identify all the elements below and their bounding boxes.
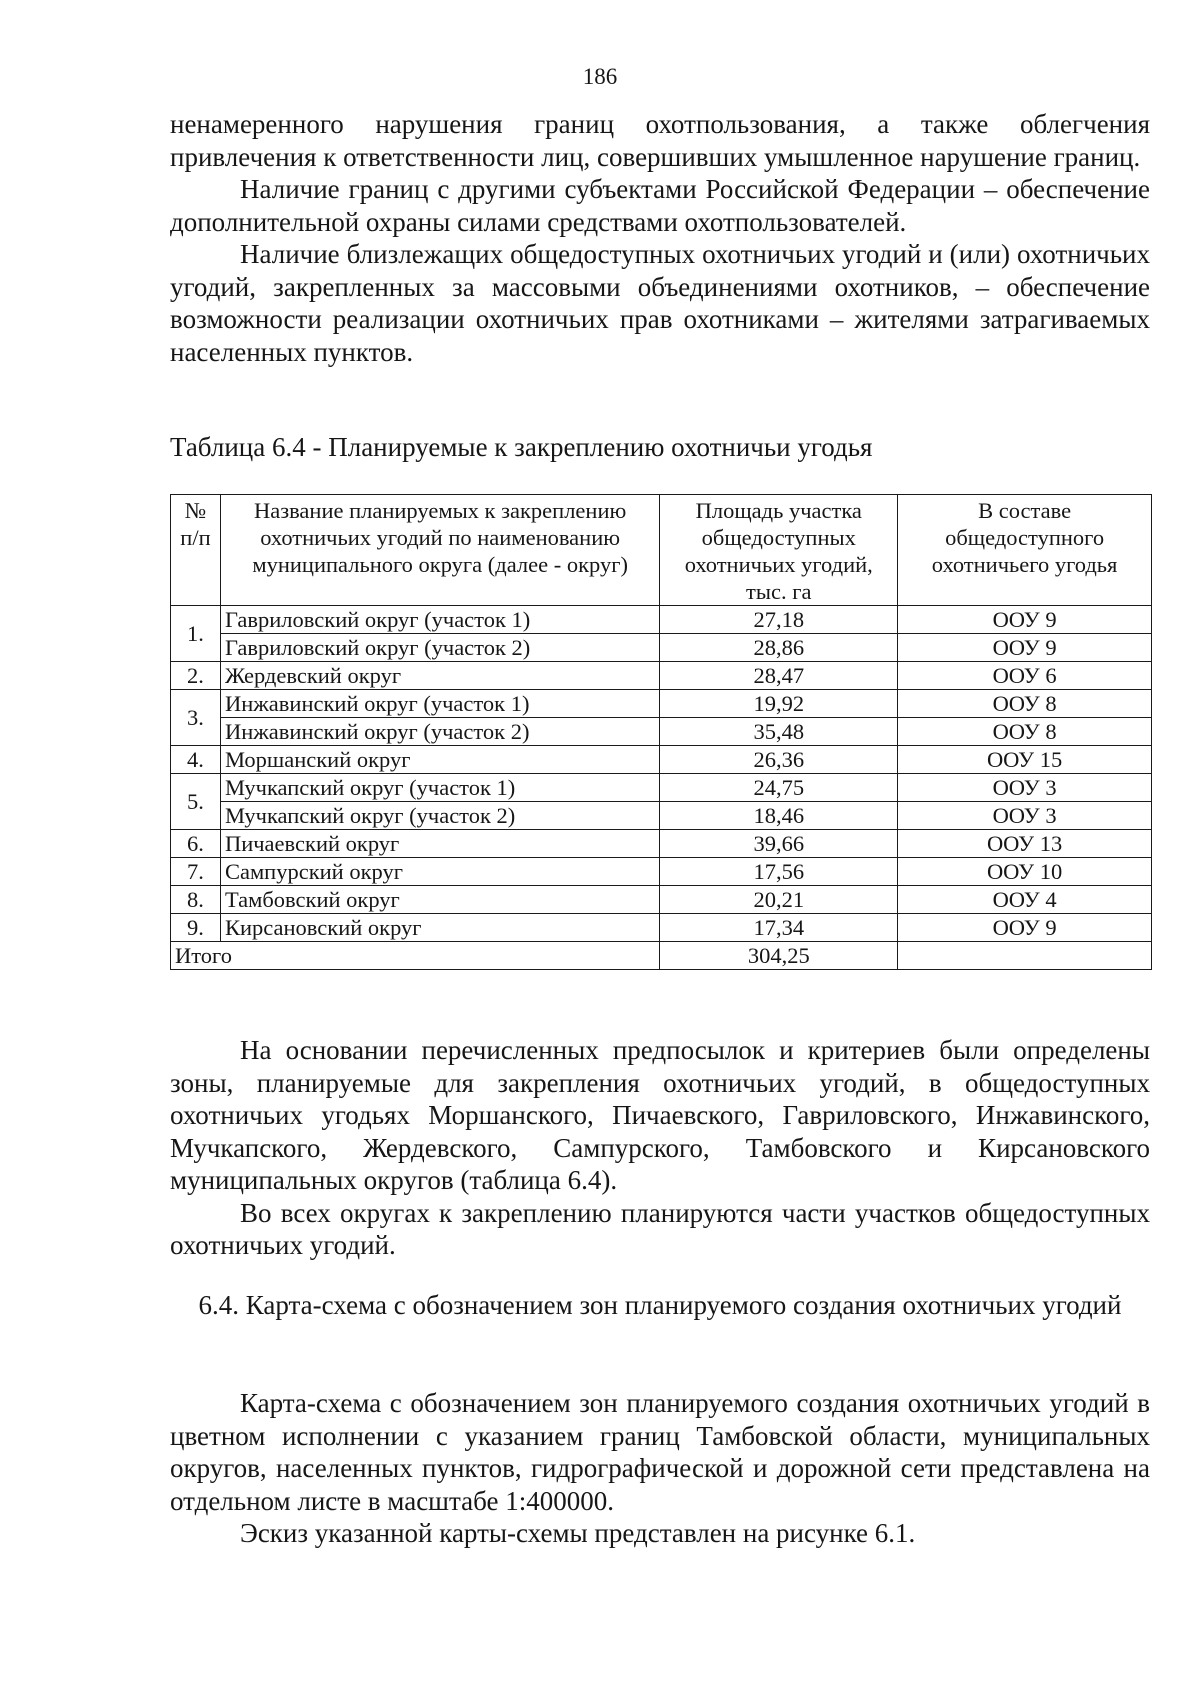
row-name: Тамбовский округ bbox=[220, 886, 659, 914]
intro-text bbox=[170, 108, 1150, 368]
row-ooy: ООУ 9 bbox=[898, 634, 1152, 662]
row-name: Гавриловский округ (участок 1) bbox=[220, 606, 659, 634]
row-area: 17,56 bbox=[660, 858, 898, 886]
row-ooy: ООУ 9 bbox=[898, 606, 1152, 634]
row-name: Инжавинский округ (участок 2) bbox=[220, 718, 659, 746]
table-row bbox=[171, 718, 1152, 746]
row-area: 39,66 bbox=[660, 830, 898, 858]
table-row bbox=[171, 886, 1152, 914]
hunting-grounds-table bbox=[170, 494, 1152, 970]
total-area: 304,25 bbox=[660, 942, 898, 970]
row-area: 20,21 bbox=[660, 886, 898, 914]
conclusion-text bbox=[170, 1034, 1150, 1262]
row-number: 1. bbox=[171, 606, 221, 662]
row-ooy: ООУ 13 bbox=[898, 830, 1152, 858]
row-area: 24,75 bbox=[660, 774, 898, 802]
table-row bbox=[171, 830, 1152, 858]
row-ooy: ООУ 3 bbox=[898, 774, 1152, 802]
header-name: Название планируемых к закреплению охотничьих угодий по наименованию муниципального округа (далее - округ) bbox=[220, 495, 659, 606]
row-number: 9. bbox=[171, 914, 221, 942]
table-row bbox=[171, 606, 1152, 634]
table-row bbox=[171, 774, 1152, 802]
row-ooy: ООУ 10 bbox=[898, 858, 1152, 886]
row-number: 4. bbox=[171, 746, 221, 774]
header-number: № п/п bbox=[171, 495, 221, 606]
row-ooy: ООУ 8 bbox=[898, 718, 1152, 746]
row-ooy: ООУ 4 bbox=[898, 886, 1152, 914]
table-row bbox=[171, 802, 1152, 830]
table-total-row bbox=[171, 942, 1152, 970]
header-composition: В составе общедоступного охотничьего угодья bbox=[898, 495, 1152, 606]
row-ooy: ООУ 9 bbox=[898, 914, 1152, 942]
header-area: Площадь участка общедоступных охотничьих угодий, тыс. га bbox=[660, 495, 898, 606]
table-row bbox=[171, 914, 1152, 942]
row-name: Сампурский округ bbox=[220, 858, 659, 886]
table-row bbox=[171, 746, 1152, 774]
row-number: 7. bbox=[171, 858, 221, 886]
row-number: 8. bbox=[171, 886, 221, 914]
total-label: Итого bbox=[171, 942, 660, 970]
table-caption: Таблица 6.4 - Планируемые к закреплению охотничьи угодья bbox=[170, 432, 873, 462]
row-ooy: ООУ 6 bbox=[898, 662, 1152, 690]
map-info-paragraph-1: Карта-схема с обозначением зон планируемого создания охотничьих угодий в цветном исполнении с указанием границ Тамбовской области, муниципальных округов, населенных пунктов, гидрографической и дорожной сети представлена на отдельном листе в масштабе 1:400000. bbox=[170, 1388, 1150, 1516]
row-area: 17,34 bbox=[660, 914, 898, 942]
conclusion-paragraph-1: На основании перечисленных предпосылок и критериев были определены зоны, планируемые для закрепления охотничьих угодий, в общедоступных охотничьих угодьях Моршанского, Пичаевского, Гавриловского, Инжавинского, Мучкапского, Жердевского, Сампурского, Тамбовского и Кирсановского муниципальных округов (таблица 6.4). bbox=[170, 1035, 1150, 1195]
map-info-text bbox=[170, 1387, 1150, 1550]
intro-paragraph-3: Наличие близлежащих общедоступных охотничьих угодий и (или) охотничьих угодий, закрепленных за массовыми объединениями охотников, – обеспечение возможности реализации охотничьих прав охотниками – жителями затрагиваемых населенных пунктов. bbox=[170, 239, 1150, 367]
row-name: Жердевский округ bbox=[220, 662, 659, 690]
table-row bbox=[171, 858, 1152, 886]
row-ooy: ООУ 15 bbox=[898, 746, 1152, 774]
row-area: 35,48 bbox=[660, 718, 898, 746]
row-area: 28,86 bbox=[660, 634, 898, 662]
table-row bbox=[171, 634, 1152, 662]
map-info-paragraph-2: Эскиз указанной карты-схемы представлен на рисунке 6.1. bbox=[240, 1518, 916, 1548]
table-header-row bbox=[171, 495, 1152, 606]
row-name: Мучкапский округ (участок 1) bbox=[220, 774, 659, 802]
row-ooy: ООУ 8 bbox=[898, 690, 1152, 718]
intro-paragraph-1: ненамеренного нарушения границ охотпользования, а также облегчения привлечения к ответственности лиц, совершивших умышленное нарушение границ. bbox=[170, 109, 1150, 172]
row-ooy: ООУ 3 bbox=[898, 802, 1152, 830]
row-name: Моршанский округ bbox=[220, 746, 659, 774]
intro-paragraph-2: Наличие границ с другими субъектами Российской Федерации – обеспечение дополнительной охраны силами средствами охотпользователей. bbox=[170, 174, 1150, 237]
row-number: 5. bbox=[171, 774, 221, 830]
section-title: 6.4. Карта-схема с обозначением зон планируемого создания охотничьих угодий bbox=[198, 1290, 1122, 1320]
table-row bbox=[171, 662, 1152, 690]
table-row bbox=[171, 690, 1152, 718]
total-ooy bbox=[898, 942, 1152, 970]
row-name: Мучкапский округ (участок 2) bbox=[220, 802, 659, 830]
conclusion-paragraph-2: Во всех округах к закреплению планируются части участков общедоступных охотничьих угодий. bbox=[170, 1197, 1150, 1260]
row-area: 26,36 bbox=[660, 746, 898, 774]
page-number: 186 bbox=[582, 64, 618, 89]
row-name: Гавриловский округ (участок 2) bbox=[220, 634, 659, 662]
row-name: Инжавинский округ (участок 1) bbox=[220, 690, 659, 718]
row-number: 2. bbox=[171, 662, 221, 690]
row-area: 18,46 bbox=[660, 802, 898, 830]
row-area: 27,18 bbox=[660, 606, 898, 634]
row-area: 19,92 bbox=[660, 690, 898, 718]
row-name: Пичаевский округ bbox=[220, 830, 659, 858]
row-name: Кирсановский округ bbox=[220, 914, 659, 942]
row-area: 28,47 bbox=[660, 662, 898, 690]
row-number: 3. bbox=[171, 690, 221, 746]
row-number: 6. bbox=[171, 830, 221, 858]
